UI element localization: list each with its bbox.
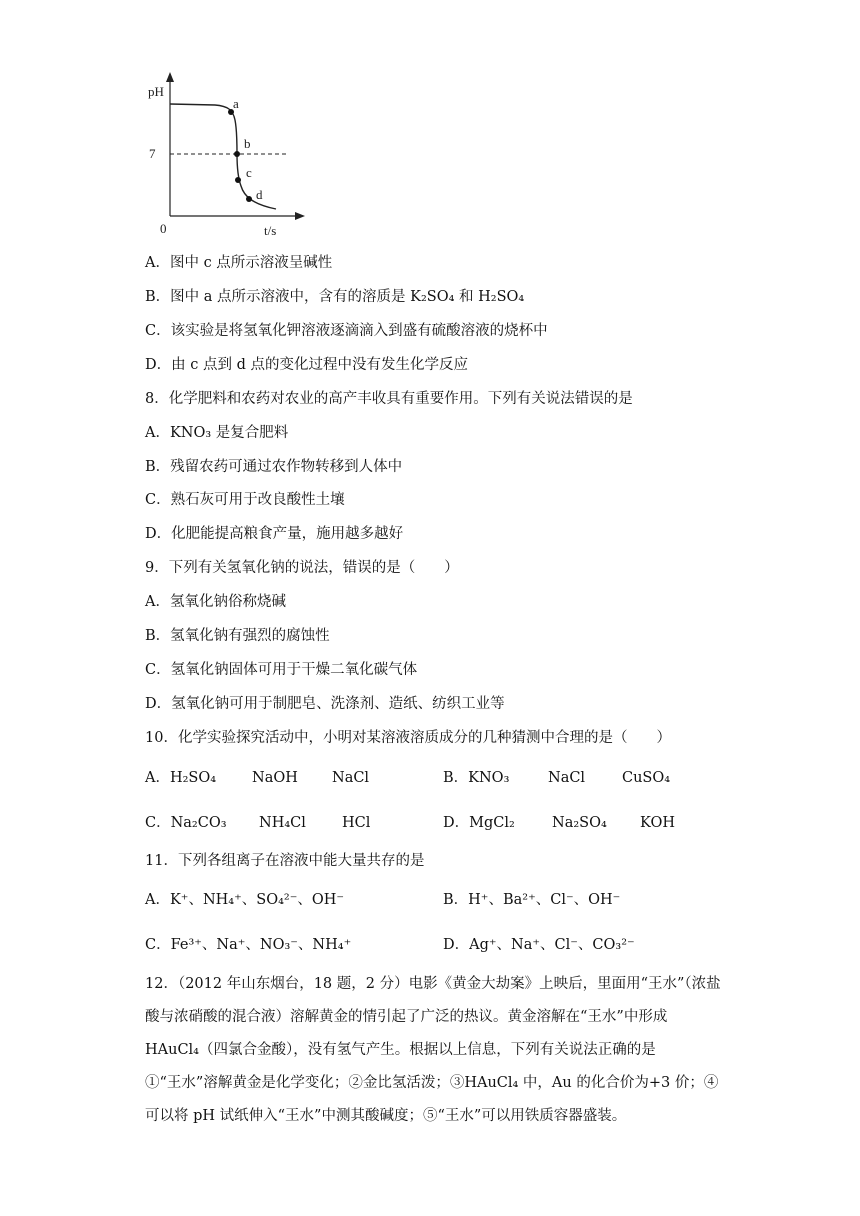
point-b — [234, 151, 240, 157]
y-axis-label: pH — [148, 84, 164, 99]
y-axis-arrow — [166, 72, 174, 82]
q11-option-c: C．Fe³⁺、Na⁺、NO₃⁻、NH₄⁺ — [145, 937, 352, 953]
q7-option-c: C．该实验是将氢氧化钾溶液逐滴滴入到盛有硫酸溶液的烧杯中 — [145, 323, 548, 339]
q8-stem: 8．化学肥料和农药对农业的高产丰收具有重要作用。下列有关说法错误的是 — [145, 391, 633, 407]
q10-option-c-2: NH₄Cl — [259, 815, 306, 831]
q10-option-d-3: KOH — [640, 815, 675, 831]
origin-label: 0 — [160, 221, 167, 236]
point-d-label: d — [256, 187, 263, 202]
q9-option-c: C．氢氧化钠固体可用于干燥二氧化碳气体 — [145, 662, 418, 678]
q10-stem: 10．化学实验探究活动中，小明对某溶液溶质成分的几种猜测中合理的是（ ） — [145, 730, 671, 746]
q10-option-a-1: A．H₂SO₄ — [145, 770, 217, 786]
q9-option-b: B．氢氧化钠有强烈的腐蚀性 — [145, 628, 330, 644]
ph-curve-figure — [140, 68, 310, 240]
ph-curve-svg — [140, 68, 310, 240]
q7-option-d: D．由 c 点到 d 点的变化过程中没有发生化学反应 — [145, 357, 468, 373]
q10-option-a-3: NaCl — [332, 770, 370, 786]
q11-option-d: D．Ag⁺、Na⁺、Cl⁻、CO₃²⁻ — [443, 937, 635, 953]
q11-option-b: B．H⁺、Ba²⁺、Cl⁻、OH⁻ — [443, 892, 621, 908]
q8-option-a: A．KNO₃ 是复合肥料 — [145, 425, 289, 441]
ph7-label: 7 — [149, 146, 156, 161]
q8-option-c: C．熟石灰可用于改良酸性土壤 — [145, 492, 345, 508]
q10-option-b-2: NaCl — [548, 770, 586, 786]
point-a-label: a — [233, 96, 239, 111]
x-axis-label: t/s — [264, 223, 277, 238]
q9-option-a: A．氢氧化钠俗称烧碱 — [145, 594, 286, 610]
q10-option-d-2: Na₂SO₄ — [552, 815, 607, 831]
q12-options: ①“王水”溶解黄金是化学变化；②金比氢活泼；③HAuCl₄ 中，Au 的化合价为+3 价；④可以将 pH 试纸伸入“王水”中测其酸碱度；⑤“王水”可以用铁质容器盛装。 — [145, 1075, 719, 1124]
q10-option-d-1: D．MgCl₂ — [443, 815, 515, 831]
q10-option-b-3: CuSO₄ — [622, 770, 671, 786]
q10-option-c-1: C．Na₂CO₃ — [145, 815, 227, 831]
q8-option-d: D．化肥能提高粮食产量，施用越多越好 — [145, 526, 404, 542]
q9-option-d: D．氢氧化钠可用于制肥皂、洗涤剂、造纸、纺织工业等 — [145, 696, 505, 712]
q11-option-a: A．K⁺、NH₄⁺、SO₄²⁻、OH⁻ — [145, 892, 345, 908]
q8-option-b: B．残留农药可通过农作物转移到人体中 — [145, 459, 403, 475]
point-c — [235, 177, 241, 183]
point-c-label: c — [246, 165, 252, 180]
point-b-label: b — [244, 136, 251, 151]
q9-stem: 9．下列有关氢氧化钠的说法，错误的是（ ） — [145, 560, 459, 576]
q10-option-c-3: HCl — [342, 815, 371, 831]
point-d — [246, 196, 252, 202]
q12-stem: 12．（2012 年山东烟台，18 题，2 分）电影《黄金大劫案》上映后，里面用“王水”（浓盐酸与浓硝酸的混合液）溶解黄金的情引起了广泛的热议。黄金溶解在“王水”中形成 HAuCl₄（四氯合金酸），没有氢气产生。根据以上信息，下列有关说法正确的是 — [145, 976, 721, 1058]
q10-option-a-2: NaOH — [252, 770, 298, 786]
q11-stem: 11．下列各组离子在溶液中能大量共存的是 — [145, 853, 425, 869]
x-axis-arrow — [295, 212, 305, 220]
q10-option-b-1: B．KNO₃ — [443, 770, 510, 786]
q7-option-b: B．图中 a 点所示溶液中，含有的溶质是 K₂SO₄ 和 H₂SO₄ — [145, 289, 525, 305]
q7-option-a: A．图中 c 点所示溶液呈碱性 — [145, 255, 333, 271]
